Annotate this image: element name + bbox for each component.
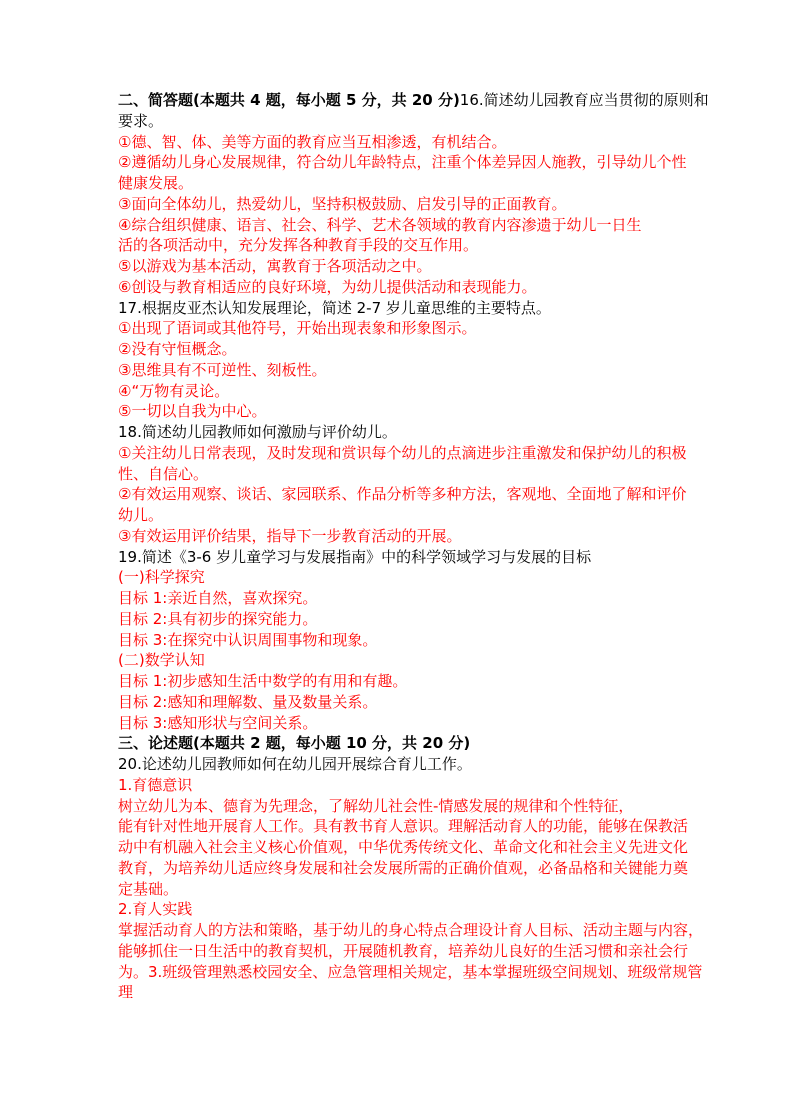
answer-text-segment: 健康发展。 — [118, 174, 194, 192]
text-line — [118, 858, 689, 879]
answer-text-segment: (一)科学探究 — [118, 568, 205, 587]
text-line — [118, 671, 680, 692]
text-line — [118, 90, 709, 111]
answer-text-segment: (二)数学认知 — [118, 651, 205, 670]
section-heading-text: 三、论述题(本题共 2 题，每小题 10 分，共 20 分) — [118, 734, 471, 753]
answer-text-segment: 2.育人实践 — [118, 900, 193, 919]
text-line — [118, 899, 680, 920]
text-line — [118, 754, 680, 775]
answer-text-segment: 目标 1:初步感知生活中数学的有用和有趣。 — [118, 672, 408, 690]
answer-text-segment: ③面向全体幼儿，热爱幼儿，坚持积极鼓励、启发引导的正面教育。 — [118, 194, 567, 213]
answer-text-segment: ④综合组织健康、语言、社会、科学、艺术各领域的教育内容渗遗于幼儿一日生 — [118, 215, 642, 234]
text-line — [118, 111, 680, 132]
question-text-segment: 要求。 — [118, 111, 164, 130]
answer-text-segment: 目标 2:具有初步的探究能力。 — [118, 609, 318, 628]
answer-text-segment: 定基础。 — [118, 879, 179, 898]
text-line — [118, 132, 680, 153]
text-line — [118, 816, 689, 837]
text-line — [118, 692, 680, 713]
answer-text-segment: ③思维具有不可逆性、刻板性。 — [118, 360, 327, 379]
text-line — [118, 796, 680, 817]
text-line — [118, 215, 680, 236]
question-text-segment: 19.简述《3-6 岁儿童学习与发展指南》中的科学领域学习与发展的目标 — [118, 547, 592, 566]
text-line — [118, 298, 680, 319]
answer-text-segment: ⑤一切以自我为中心。 — [118, 402, 267, 421]
answer-text-segment: 幼儿。 — [118, 506, 164, 524]
answer-text-segment: 掌握活动育人的方法和策略，基于幼儿的身心特点合理设计育人目标、活动主题与内容， — [118, 921, 704, 939]
text-line — [118, 277, 680, 298]
text-line — [118, 879, 680, 900]
text-line — [118, 401, 680, 422]
answer-text-segment: 理 — [118, 983, 134, 1002]
document-body — [118, 90, 709, 1003]
text-line — [118, 941, 689, 962]
section-heading-text: 二、简答题(本题共 4 题，每小题 5 分，共 20 分) — [118, 91, 460, 109]
question-text-segment: 16.简述幼儿园教育应当贯彻的原则和 — [459, 91, 709, 109]
answer-text-segment: 1.育德意识 — [118, 775, 193, 794]
text-line — [118, 920, 704, 941]
answer-text-segment: 目标 3:在探究中认识周围事物和现象。 — [118, 630, 378, 649]
question-text-segment: 20.论述幼儿园教师如何在幼儿园开展综合育儿工作。 — [118, 755, 472, 773]
text-line — [118, 526, 680, 547]
answer-text-segment: 树立幼儿为本、德育为先理念，了解幼儿社会性-情感发展的规律和个性特征， — [118, 796, 634, 815]
text-line — [118, 484, 687, 505]
text-line — [118, 567, 680, 588]
text-line — [118, 588, 680, 609]
answer-text-segment: 能够抓住一日生活中的教育契机，开展随机教育，培养幼儿良好的生活习惯和亲社会行 — [118, 941, 689, 960]
answer-text-segment: ②遵循幼儿身心发展规律，符合幼儿年龄特点，注重个体差异因人施教，引导幼儿个性 — [118, 153, 687, 172]
answer-text-segment: 性、自信心。 — [118, 464, 209, 483]
answer-text-segment: ⑥创设与教育相适应的良好环境，为幼儿提供活动和表现能力。 — [118, 277, 537, 296]
answer-text-segment: 活的各项活动中，充分发挥各种教育手段的交互作用。 — [118, 236, 479, 255]
text-line — [118, 194, 680, 215]
text-line — [118, 422, 680, 443]
text-line — [118, 505, 680, 526]
text-line — [118, 650, 680, 671]
answer-text-segment: ②没有守恒概念。 — [118, 340, 237, 358]
answer-text-segment: 动中有机融入社会主义核心价值观，中华优秀传统文化、革命文化和社会主义先进文化 — [118, 838, 689, 856]
text-line — [118, 256, 680, 277]
text-line — [118, 837, 689, 858]
answer-text-segment: ④“万物有灵论。 — [118, 381, 230, 400]
text-line — [118, 318, 680, 339]
answer-text-segment: ①关注幼儿日常表现，及时发现和赏识每个幼儿的点滴进步注重激发和保护幼儿的积极 — [118, 443, 687, 462]
text-line — [118, 775, 680, 796]
text-line — [118, 339, 680, 360]
text-line — [118, 962, 703, 983]
answer-text-segment: ②有效运用观察、谈话、家园联系、作品分析等多种方法，客观地、全面地了解和评价 — [118, 485, 687, 504]
answer-text-segment: ①德、智、体、美等方面的教育应当互相渗透，有机结合。 — [118, 132, 507, 151]
question-text-segment: 18.简述幼儿园教师如何激励与评价幼儿。 — [118, 423, 397, 441]
text-line — [118, 152, 687, 173]
text-line — [118, 235, 680, 256]
text-line — [118, 443, 687, 464]
text-line — [118, 360, 680, 381]
answer-text-segment: 目标 2:感知和理解数、量及数量关系。 — [118, 692, 378, 711]
text-line — [118, 713, 680, 734]
answer-text-segment: ①出现了语词或其他符号，开始出现表象和形象图示。 — [118, 319, 477, 338]
answer-text-segment: 为。3.班级管理熟悉校园安全、应急管理相关规定，基本掌握班级空间规划、班级常规管 — [118, 962, 703, 981]
answer-text-segment: ⑤以游戏为基本活动，寓教育于各项活动之中。 — [118, 257, 432, 275]
answer-text-segment: ③有效运用评价结果，指导下一步教育活动的开展。 — [118, 526, 462, 545]
text-line — [118, 630, 680, 651]
text-line — [118, 982, 680, 1003]
text-line — [118, 464, 680, 485]
answer-text-segment: 能有针对性地开展育人工作。具有教书育人意识。理解活动育人的功能，能够在保教活 — [118, 817, 689, 836]
text-line — [118, 547, 680, 568]
question-text-segment: 17.根据皮亚杰认知发展理论，简述 2-7 岁儿童思维的主要特点。 — [118, 298, 551, 317]
answer-text-segment: 目标 1:亲近自然，喜欢探究。 — [118, 589, 318, 607]
answer-text-segment: 目标 3:感知形状与空间关系。 — [118, 713, 318, 732]
text-line — [118, 173, 680, 194]
text-line — [118, 609, 680, 630]
answer-text-segment: 教育，为培养幼儿适应终身发展和社会发展所需的正确价值观，必备品格和关键能力奠 — [118, 858, 689, 877]
text-line — [118, 733, 680, 754]
text-line — [118, 381, 680, 402]
